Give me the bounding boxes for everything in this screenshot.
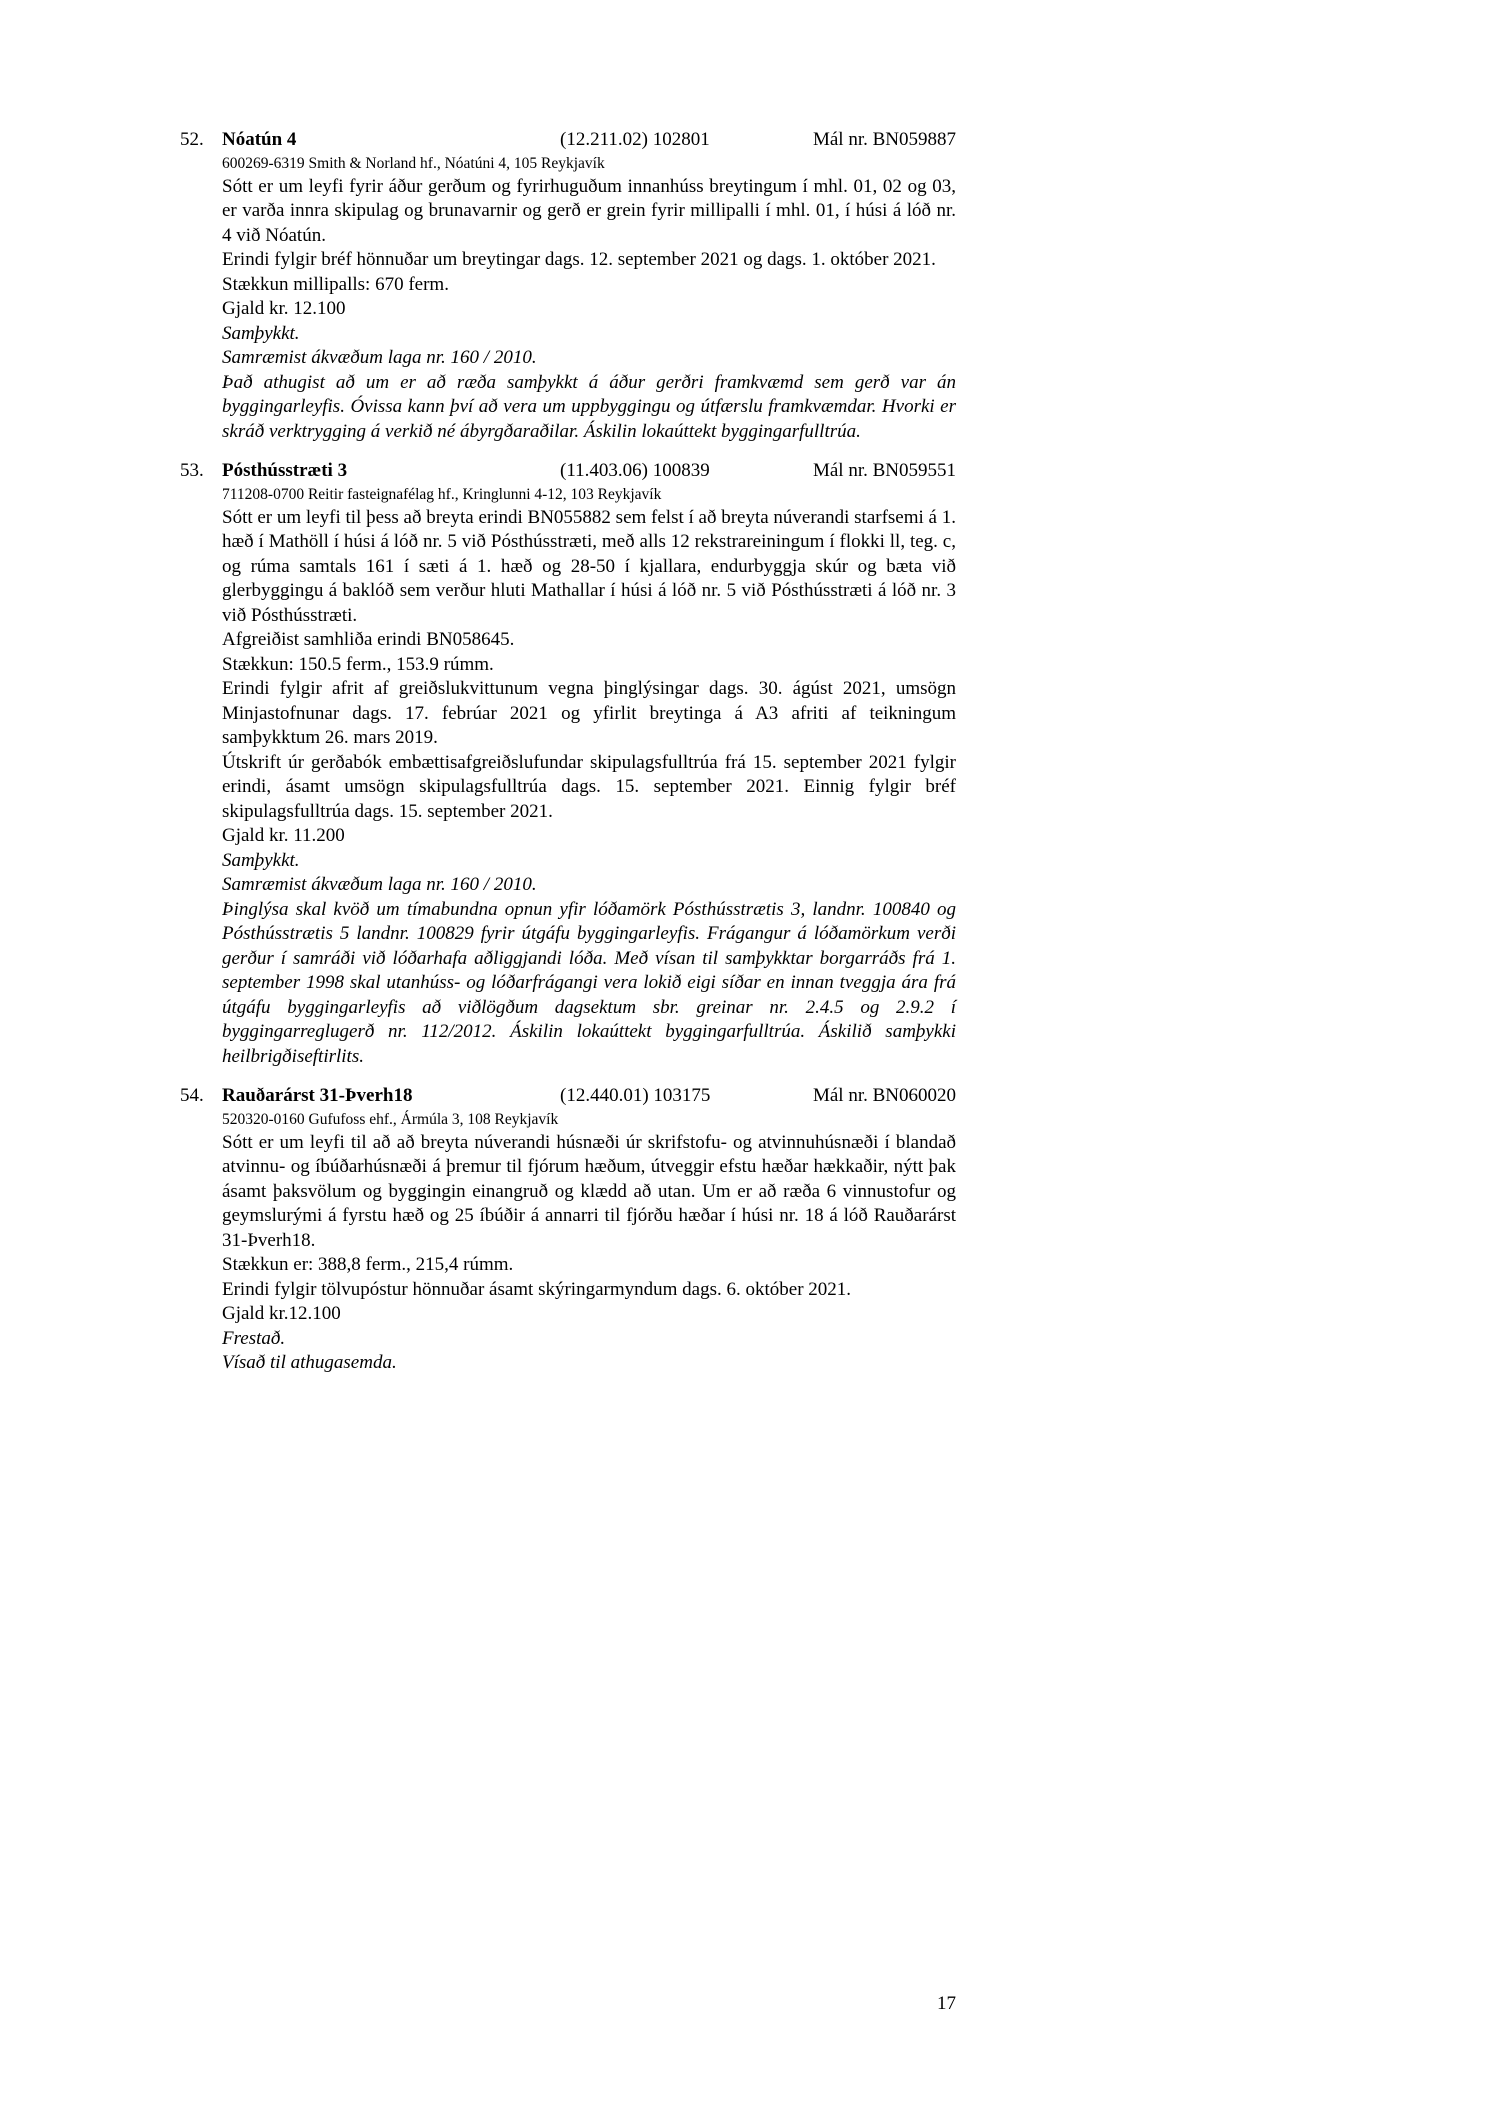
- paragraph: Þinglýsa skal kvöð um tímabundna opnun yfir lóðamörk Pósthússtrætis 3, landnr. 100840 og Pósthússtrætis 5 landnr. 100829 fyrir útgáfu byggingarleyfis. Frágangur á lóðamörkum verði gerður í samráði við lóðarhafa aðliggjandi lóða. Með vísan til samþykktar borgarráðs frá 1. september 1998 skal utanhúss- og lóðarfrágangi vera lokið eigi síðar en innan tveggja ára frá útgáfu byggingarleyfis að viðlögðum dagsektum sbr. greinar nr. 2.4.5 og 2.9.2 í byggingarreglugerð nr. 112/2012. Áskilin lokaúttekt byggingarfulltrúa. Áskilið samþykki heilbrigðiseftirlits.: [222, 898, 956, 1067]
- item-title: Pósthússtræti 3: [222, 460, 348, 481]
- item-header: [222, 1084, 956, 1109]
- agenda-item: [180, 128, 956, 444]
- item-case-number: Mál nr. BN059551: [812, 460, 956, 481]
- paragraph: Gjald kr.12.100: [222, 1303, 341, 1324]
- item-registrant: 520320-0160 Gufufoss ehf., Ármúla 3, 108 Reykjavík: [222, 1110, 559, 1128]
- item-number: 53.: [180, 460, 204, 481]
- item-content: [222, 459, 956, 1069]
- item-title: Rauðarárst 31-Þverh18: [222, 1085, 413, 1106]
- agenda-item: [180, 1084, 956, 1376]
- paragraph: Erindi fylgir tölvupóstur hönnuðar ásamt skýringarmyndum dags. 6. október 2021.: [222, 1278, 852, 1300]
- paragraph: Stækkun millipalls: 670 ferm.: [222, 273, 449, 295]
- paragraph: Afgreiðist samhliða erindi BN058645.: [222, 629, 515, 650]
- paragraph: Sótt er um leyfi fyrir áður gerðum og fyrirhuguðum innanhúss breytingum í mhl. 01, 02 og 03, er varða innra skipulag og brunavarnir og gerð er grein fyrir millipalli í mhl. 01, í húsi á lóð nr. 4 við Nóatún.: [222, 175, 956, 246]
- item-header: [222, 459, 956, 484]
- paragraph: Stækkun: 150.5 ferm., 153.9 rúmm.: [222, 653, 494, 675]
- paragraph: Erindi fylgir afrit af greiðslukvittunum vegna þinglýsingar dags. 30. ágúst 2021, umsögn Minjastofnunar dags. 17. febrúar 2021 og yfirlit breytinga á A3 afriti af teikningum samþykktum 26. mars 2019.: [222, 678, 956, 748]
- paragraph: Samræmist ákvæðum laga nr. 160 / 2010.: [222, 347, 537, 368]
- item-body: [222, 1131, 956, 1376]
- item-number: 52.: [180, 129, 204, 150]
- paragraph: Gjald kr. 12.100: [222, 298, 346, 319]
- paragraph: Samþykkt.: [222, 322, 300, 344]
- paragraph: Það athugist að um er að ræða samþykkt á áður gerðri framkvæmd sem gerð var án byggingarleyfis. Óvissa kann því að vera um uppbyggingu og útfærslu framkvæmdar. Hvorki er skráð verktrygging á verkið né ábyrgðaraðilar. Áskilin lokaúttekt byggingarfulltrúa.: [222, 371, 956, 442]
- agenda-item: [180, 459, 956, 1069]
- paragraph: Stækkun er: 388,8 ferm., 215,4 rúmm.: [222, 1254, 514, 1275]
- paragraph: Útskrift úr gerðabók embættisafgreiðslufundar skipulagsfulltrúa frá 15. september 2021 fylgir erindi, ásamt umsögn skipulagsfulltrúa dags. 15. september 2021. Einnig fylgir bréf skipulagsfulltrúa dags. 15. september 2021.: [222, 751, 956, 822]
- paragraph: Samþykkt.: [222, 849, 300, 871]
- item-reference: (12.440.01) 103175: [560, 1085, 711, 1106]
- agenda-items: [180, 128, 956, 1376]
- item-reference: (11.403.06) 100839: [560, 460, 710, 481]
- item-registrant: 600269-6319 Smith & Norland hf., Nóatúni 4, 105 Reykjavík: [222, 154, 605, 172]
- item-case-number: Mál nr. BN060020: [812, 1085, 956, 1106]
- item-title: Nóatún 4: [222, 129, 297, 150]
- paragraph: Frestað.: [222, 1327, 286, 1349]
- item-content: [222, 128, 956, 444]
- page-content: [180, 128, 956, 1391]
- paragraph: Vísað til athugasemda.: [222, 1352, 397, 1373]
- paragraph: Gjald kr. 11.200: [222, 825, 345, 846]
- item-body: [222, 175, 956, 445]
- item-reference: (12.211.02) 102801: [560, 129, 710, 150]
- paragraph: Sótt er um leyfi til að að breyta núverandi húsnæði úr skrifstofu- og atvinnuhúsnæði í blandað atvinnu- og íbúðarhúsnæði á þremur til fjórum hæðum, útveggir efstu hæðar hækkaðir, nýtt þak ásamt þaksvölum og byggingin einangruð og klædd að utan. Um er að ræða 6 vinnustofur og geymslurými á fyrstu hæð og 25 íbúðir á annarri til fjórðu hæðar í húsi nr. 18 á lóð Rauðarárst 31-Þverh18.: [222, 1131, 956, 1251]
- item-number: 54.: [180, 1085, 204, 1106]
- item-case-number: Mál nr. BN059887: [812, 129, 956, 150]
- paragraph: Sótt er um leyfi til þess að breyta erindi BN055882 sem felst í að breyta núverandi starfsemi á 1. hæð í Mathöll í húsi á lóð nr. 5 við Pósthússtræti, með alls 12 rekstrareiningum í flokki ll, teg. c, og rúma samtals 161 í sæti á 1. hæð og 28-50 í kjallara, endurbyggja skúr og bæta við glerbyggingu á baklóð sem verður hluti Mathallar í húsi á lóð nr. 5 við Pósthússtræti á lóð nr. 3 við Pósthússtræti.: [222, 506, 956, 626]
- paragraph: Samræmist ákvæðum laga nr. 160 / 2010.: [222, 874, 537, 895]
- paragraph: Erindi fylgir bréf hönnuðar um breytingar dags. 12. september 2021 og dags. 1. október 2021.: [222, 249, 936, 270]
- item-header: [222, 128, 956, 153]
- page-number: 17: [937, 1993, 956, 2014]
- item-registrant: 711208-0700 Reitir fasteignafélag hf., Kringlunni 4-12, 103 Reykjavík: [222, 485, 662, 503]
- item-content: [222, 1084, 956, 1376]
- item-body: [222, 506, 956, 1070]
